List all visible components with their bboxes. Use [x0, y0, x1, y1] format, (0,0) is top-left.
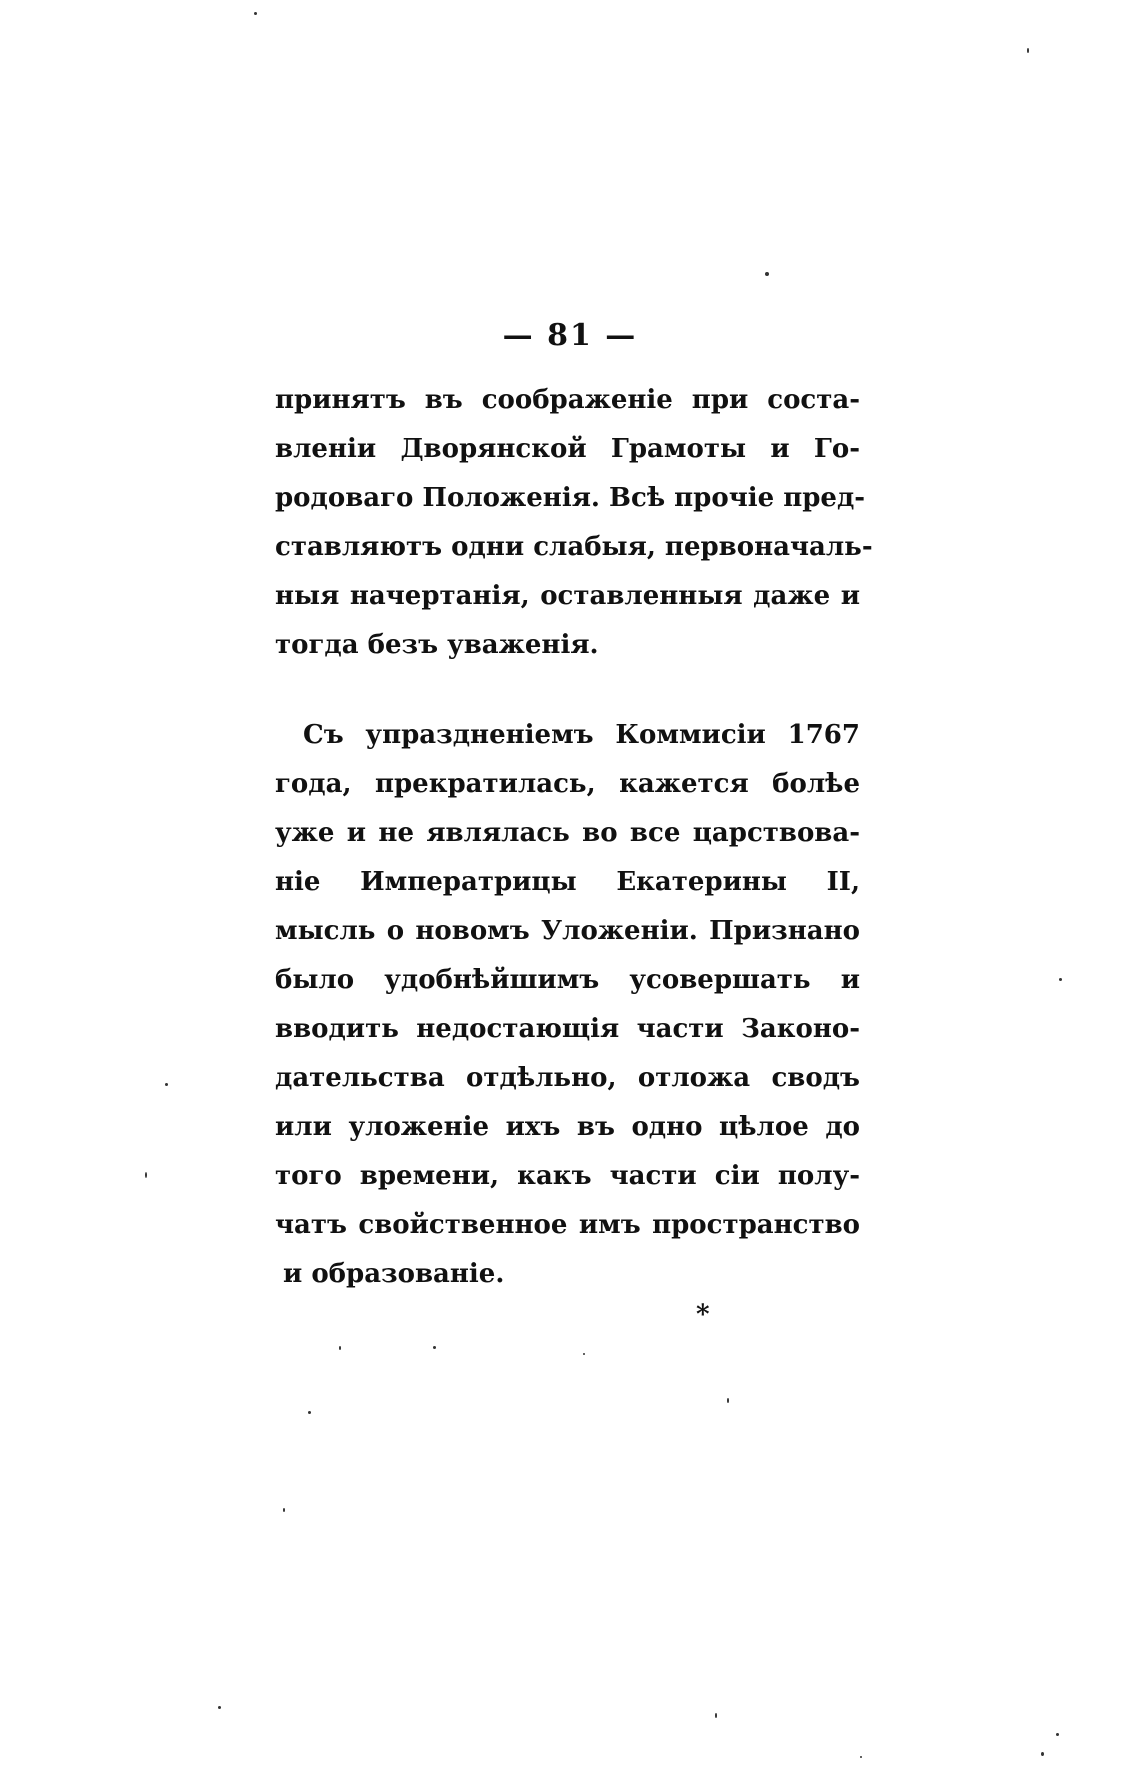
text-line: было удобнѣйшимъ усовершать и — [275, 965, 860, 995]
scan-speck — [308, 1411, 311, 1414]
text-line: тогда безъ уваженія. — [275, 630, 599, 660]
text-line: родоваго Положенія. Всѣ прочіе пред- — [275, 483, 866, 513]
text-line: дательства отдѣльно, отложа сводъ — [275, 1063, 860, 1093]
text-line: ныя начертанія, оставленныя даже и — [275, 581, 860, 611]
paragraph-2 — [275, 711, 860, 1299]
text-line: года, прекратилась, кажется болѣе — [275, 769, 860, 799]
scan-speck — [339, 1346, 341, 1350]
scan-speck — [433, 1346, 436, 1349]
text-line: принятъ въ соображеніе при соста- — [275, 385, 860, 415]
scan-speck — [283, 1508, 285, 1512]
scan-speck — [145, 1172, 147, 1178]
scan-speck — [1059, 978, 1062, 981]
text-line: ставляютъ одни слабыя, первоначаль- — [275, 532, 873, 562]
text-line: вводить недостающія части Законо- — [275, 1014, 860, 1044]
text-line: Съ упраздненіемъ Коммисіи 1767 — [303, 720, 860, 750]
paragraph-1 — [275, 376, 873, 670]
scan-speck — [860, 1756, 862, 1758]
scan-speck — [218, 1706, 221, 1709]
scan-speck — [254, 12, 257, 15]
asterisk-ornament: * — [696, 1300, 710, 1330]
text-line: уже и не являлась во все царствова- — [275, 818, 860, 848]
scan-speck — [1027, 48, 1029, 53]
text-line: чатъ свойственное имъ пространство — [275, 1210, 860, 1240]
scan-speck — [583, 1353, 585, 1355]
page-number: — 81 — — [502, 318, 638, 353]
scan-speck — [1056, 1733, 1059, 1736]
scan-speck — [715, 1713, 717, 1718]
scan-speck — [727, 1398, 729, 1403]
text-line: того времени, какъ части сіи полу- — [275, 1161, 860, 1191]
text-line: и образованіе. — [283, 1259, 505, 1289]
scan-speck — [1041, 1752, 1044, 1756]
text-line: вленіи Дворянской Грамоты и Го- — [275, 434, 860, 464]
text-line: или уложеніе ихъ въ одно цѣлое до — [275, 1112, 860, 1142]
scan-speck — [165, 1083, 168, 1086]
scan-speck — [765, 272, 769, 276]
text-line: мысль о новомъ Уложеніи. Признано — [275, 916, 860, 946]
text-line: ніе Императрицы Екатерины II, — [275, 867, 860, 897]
